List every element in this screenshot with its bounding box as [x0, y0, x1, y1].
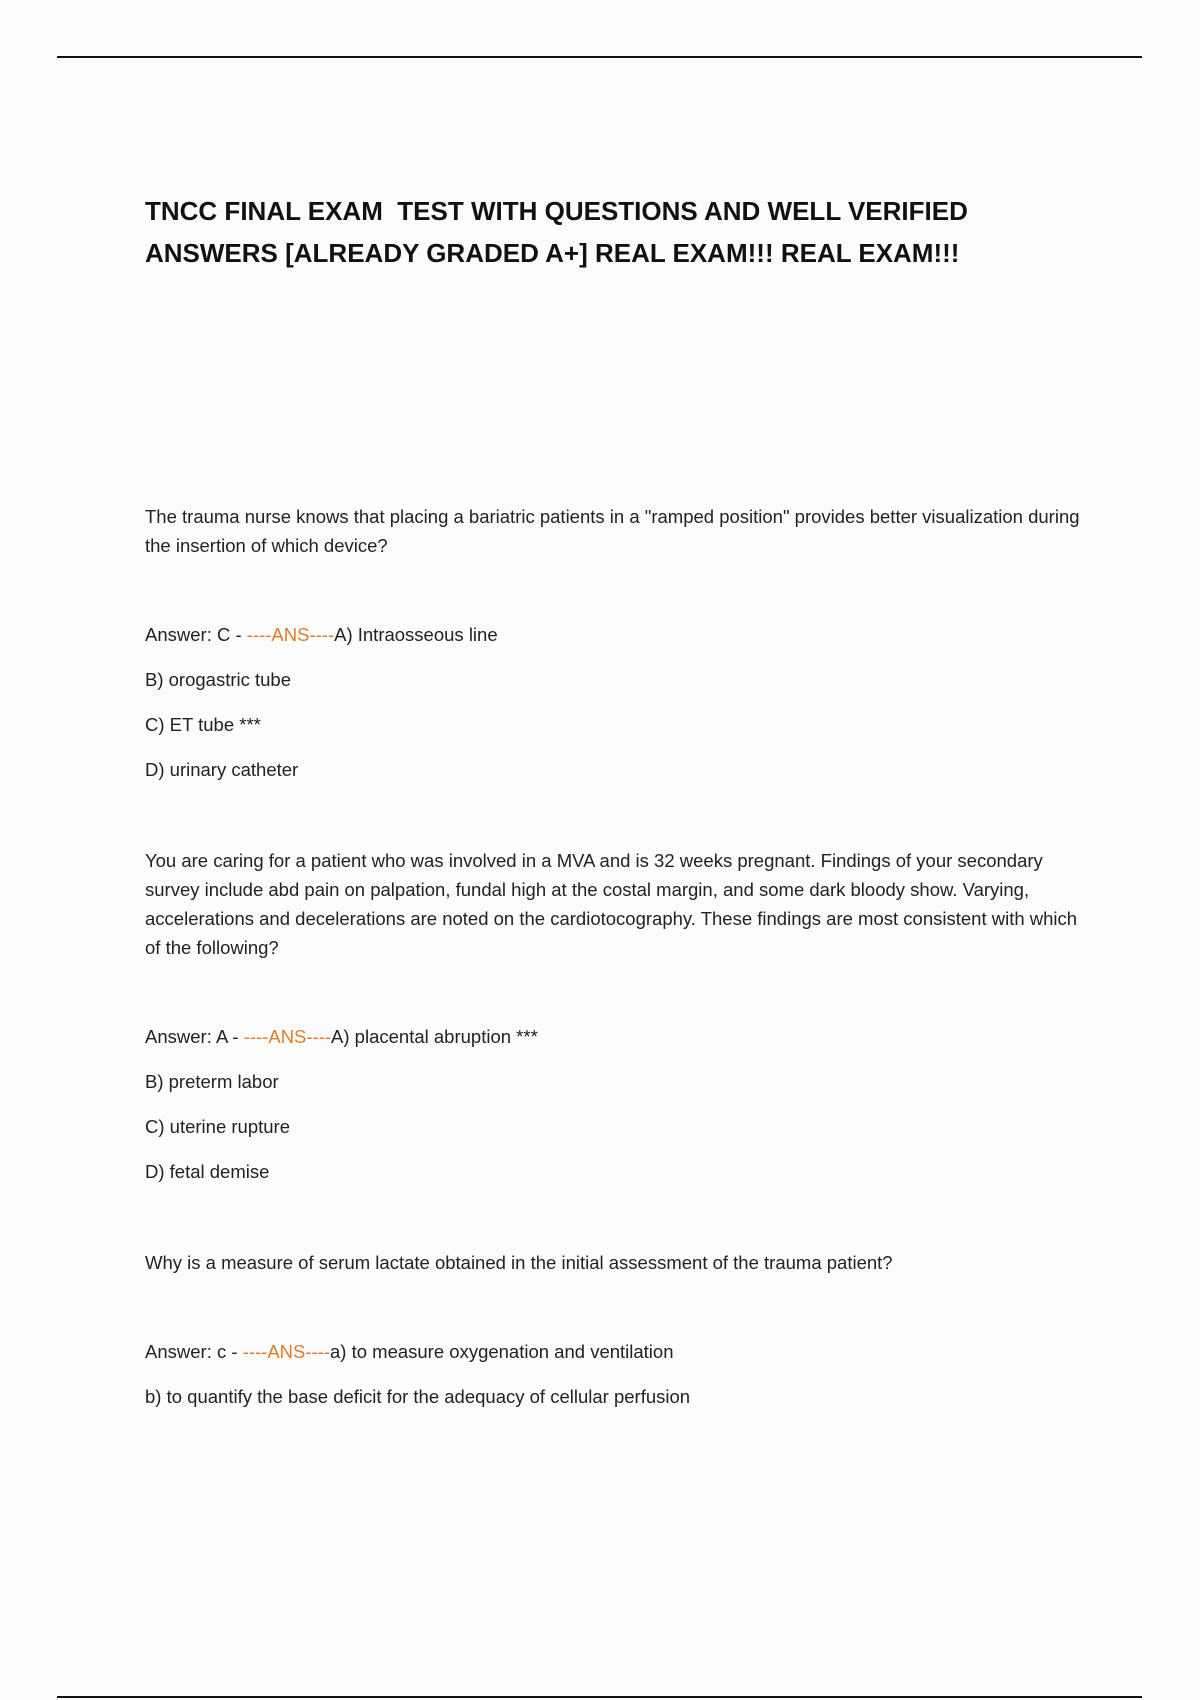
- document-title: TNCC FINAL EXAM TEST WITH QUESTIONS AND WELL VERIFIED ANSWERS [ALREADY GRADED A+] REAL EXAM!!! REAL EXAM!!!: [145, 196, 975, 268]
- answer-3-option-a: a) to measure oxygenation and ventilation: [330, 1341, 674, 1362]
- question-2: You are caring for a patient who was involved in a MVA and is 32 weeks pregnant. Findings of your secondary survey include abd pain on palpation, fundal high at the costal margin, and some dark bloody show. Varying, accelerations and decelerations are noted on the cardiotocography. These findings are most consistent with which of the following?: [145, 850, 1078, 958]
- question-3: Why is a measure of serum lactate obtained in the initial assessment of the trauma patient?: [145, 1252, 893, 1273]
- answer-1-option-d: D) urinary catheter: [145, 759, 299, 780]
- answer-1-option-b: B) orogastric tube: [145, 669, 292, 690]
- answer-2-option-d: D) fetal demise: [145, 1161, 270, 1182]
- answer-2-option-c: C) uterine rupture: [145, 1116, 290, 1137]
- answer-1-option-c: C) ET tube ***: [145, 714, 261, 735]
- answer-1: [145, 620, 1095, 649]
- document-body: [145, 190, 1095, 1411]
- answer-2-prefix: Answer: A -: [145, 1026, 244, 1047]
- header-rule: [57, 56, 1142, 58]
- footer-rule: [57, 1696, 1142, 1698]
- answer-3-tag: ----ANS----: [242, 1341, 330, 1362]
- answer-1-tag: ----ANS----: [246, 624, 335, 645]
- answer-2-tag: ----ANS----: [243, 1026, 332, 1047]
- question-1: The trauma nurse knows that placing a bariatric patients in a "ramped position" provides better visualization during the insertion of which device?: [145, 506, 1080, 556]
- answer-3-prefix: Answer: c -: [145, 1341, 243, 1362]
- answer-2-option-a: A) placental abruption ***: [331, 1026, 538, 1047]
- answer-2: [145, 1022, 1095, 1051]
- answer-3: [145, 1337, 1095, 1366]
- answer-3-option-b: b) to quantify the base deficit for the adequacy of cellular perfusion: [145, 1386, 691, 1407]
- answer-2-option-b: B) preterm labor: [145, 1071, 279, 1092]
- answer-1-option-a: A) Intraosseous line: [334, 624, 498, 645]
- answer-1-prefix: Answer: C -: [145, 624, 247, 645]
